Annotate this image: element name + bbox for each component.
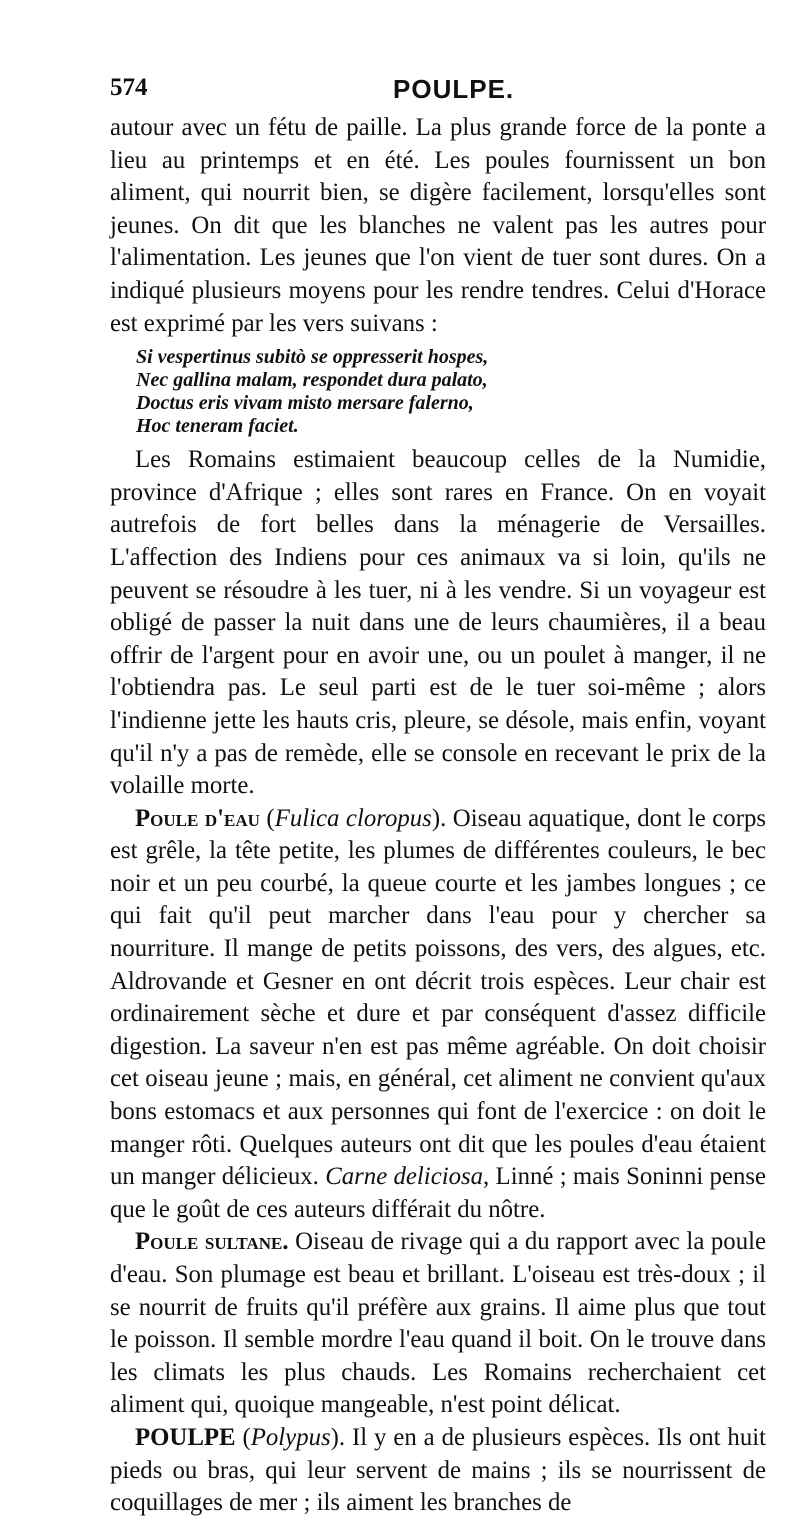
entry-body: Il y en a de plusieurs espèces. Ils ont huit pieds ou bras, qui leur servent de mains ; ils se nourrissent de coquillages de mer ; ils aiment les branches de: [110, 1423, 766, 1517]
page-header: [110, 74, 740, 108]
entry-latin-name: Polypus: [250, 1423, 331, 1451]
paren-open: (: [235, 1423, 251, 1451]
verse-line: Nec gallina malam, respondet dura palato,: [136, 369, 488, 392]
entry-headword: Poule sultane.: [135, 1228, 289, 1256]
paren-open: (: [259, 804, 275, 832]
running-head: POULPE.: [393, 74, 515, 104]
entry-body-end: , Linné ; mais Soninni pense que le goût de ces auteurs différait du nôtre.: [110, 1163, 767, 1223]
latin-quote: Carne deliciosa: [325, 1163, 484, 1191]
entry-poule-deau: [110, 803, 766, 1227]
entry-body: Oiseau de rivage qui a du rapport avec la poule d'eau. Son plumage est beau et brillant. L'oiseau est très-doux ; il se nourrit de fruits qu'il préfère aux grains. Il aime plus que tout le poisson. Il semble mordre l'eau quand il boit. On le trouve dans les climats les plus chauds. Les Romains recherchaient cet aliment qui, quoique mangeable, n'est point délicat.: [110, 1228, 766, 1419]
body-text: [110, 112, 766, 1520]
entry-body: Oiseau aquatique, dont le corps est grêle, la tête petite, les plumes de différentes couleurs, le bec noir et un peu courbé, la queue courte et les jambes longues ; ce qui fait qu'il peut marcher dans l'eau pour y chercher sa nourriture. Il mange de petits poissons, des vers, des algues, etc. Aldrovande et Gesner en ont décrit trois espèces. Leur chair est ordinairement sèche et dure et par conséquent d'assez difficile digestion. La saveur n'en est pas même agréable. On doit choisir cet oiseau jeune ; mais, en général, cet aliment ne convient qu'aux bons estomacs et aux personnes qui font de l'exercice : on doit le manger rôti. Quelques auteurs ont dit que les poules d'eau étaient un manger délicieux.: [110, 804, 767, 1191]
entry-poule-sultane: [110, 1226, 766, 1422]
entry-headword: Poule d'eau: [135, 804, 260, 832]
entry-headword: POULPE: [135, 1423, 236, 1451]
paragraph-poules-continued: autour avec un fétu de paille. La plus grande force de la ponte a lieu au printemps et en été. Les poules fournissent un bon aliment, qui nourrit bien, se digère facilement, lorsqu'elles sont jeunes. On dit que les blanches ne valent pas les autres pour l'alimentation. Les jeunes que l'on vient de tuer sont dures. On a indiqué plusieurs moyens pour les rendre tendres. Celui d'Horace est exprimé par les vers suivans :: [110, 114, 766, 337]
paren-close: ).: [330, 1423, 352, 1451]
horace-verse: [136, 346, 766, 438]
verse-line: Doctus eris vivam misto mersare falerno,: [136, 392, 474, 415]
paren-close: ).: [431, 804, 453, 832]
verse-line: Hoc teneram faciet.: [136, 415, 299, 438]
entry-poulpe: [110, 1422, 766, 1520]
paragraph-romains: Les Romains estimaient beaucoup celles de la Numidie, province d'Afrique ; elles sont rares en France. On en voyait autrefois de fort belles dans la ménagerie de Versailles. L'affection des Indiens pour ces animaux va si loin, qu'ils ne peuvent se résoudre à les tuer, ni à les vendre. Si un voyageur est obligé de passer la nuit dans une de leurs chaumières, il a beau offrir de l'argent pour en avoir une, ou un poulet à manger, il ne l'obtiendra pas. Le seul parti est de le tuer soi-même ; alors l'indienne jette les hauts cris, pleure, se désole, mais enfin, voyant qu'il n'y a pas de remède, elle se console en recevant le prix de la volaille morte.: [110, 446, 766, 800]
verse-line: Si vespertinus subitò se oppresserit hospes,: [136, 346, 489, 369]
entry-latin-name: Fulica cloropus: [274, 804, 432, 832]
page-number: 574: [110, 74, 148, 101]
